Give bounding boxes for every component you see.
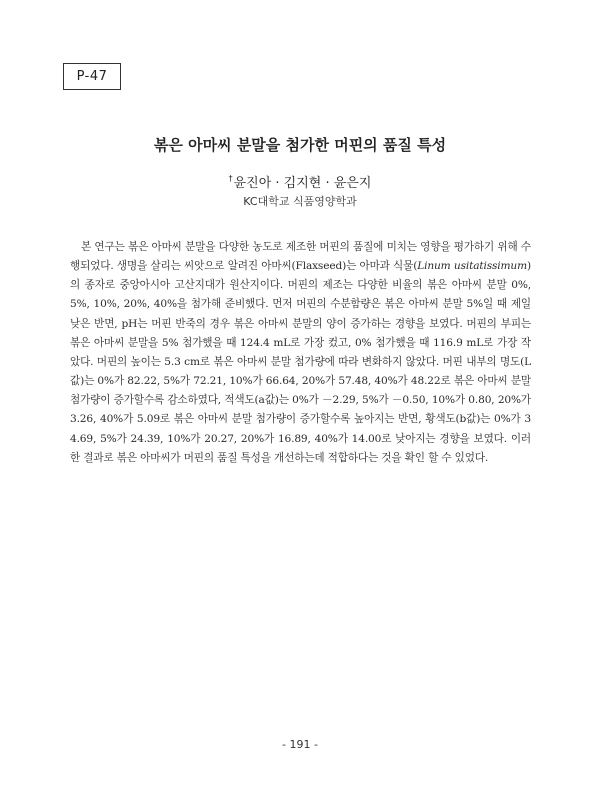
corresponding-author-mark: † [228, 174, 233, 183]
species-name: Linum usitatissimum [417, 260, 528, 273]
abstract-text-part1: 본 연구는 볶은 아마씨 분말을 다양한 농도로 제조한 머핀의 품질에 미치는 영향을 평가하기 위해 수행되었다. 생명을 살리는 씨앗으로 알려진 아마씨(Flaxseed)는 아마과 식물( [70, 241, 531, 273]
affiliation: KC대학교 식품영양학과 [243, 195, 357, 208]
author-names: 윤진아 · 김지현 · 윤은지 [233, 176, 372, 191]
abstract-text-part2: )의 종자로 중앙아시아 고산지대가 원산지이다. 머핀의 제조는 다양한 비율의 볶은 아마씨 분말 0%, 5%, 10%, 20%, 40%을 첨가해 준비했다. 먼저 머핀의 수분함량은 볶은 아마씨 분말 5%일 때 제일 낮은 반면, pH는 머핀 반죽의 경우 볶은 아마씨 분말의 양이 증가하는 경향을 보였다. 머핀의 부피는 볶은 아마씨 분말을 5% 첨가했을 때 124.4 mL로 가장 컸고, 0% 첨가했을 때 116.9 mL로 가장 작았다. 머핀의 높이는 5.3 cm로 볶은 아마씨 분말 첨가량에 따라 변화하지 않았다. 머핀 내부의 명도(L값)는 0%가 82.22, 5%가 72.21, 10%가 66.64, 20%가 57.48, 40%가 48.22로 볶은 아마씨 분말 첨가량이 증가할수록 감소하였다, 적색도(a값)는 0%가 －2.29, 5%가 －0.50, 10%가 0.80, 20%가 3.26, 40%가 5.09로 볶은 아마씨 분말 첨가량이 증가할수록 높아지는 반면, 황색도(b값)는 0%가 34.69, 5%가 24.39, 10%가 20.27, 20%가 16.89, 40%가 14.00로 낮아지는 경향을 보였다. 이러한 결과로 볶은 아마씨가 머핀의 품질 특성을 개선하는데 적합하다는 것을 확인 할 수 있었다. [70, 260, 531, 464]
abstract-body [70, 238, 531, 468]
author-line [0, 172, 600, 191]
page-number: - 191 - [282, 738, 318, 751]
abstract-paragraph [70, 238, 531, 468]
poster-code: P-47 [76, 69, 108, 84]
poster-code-box [63, 63, 121, 90]
paper-title: 볶은 아마씨 분말을 첨가한 머핀의 품질 특성 [153, 136, 447, 154]
